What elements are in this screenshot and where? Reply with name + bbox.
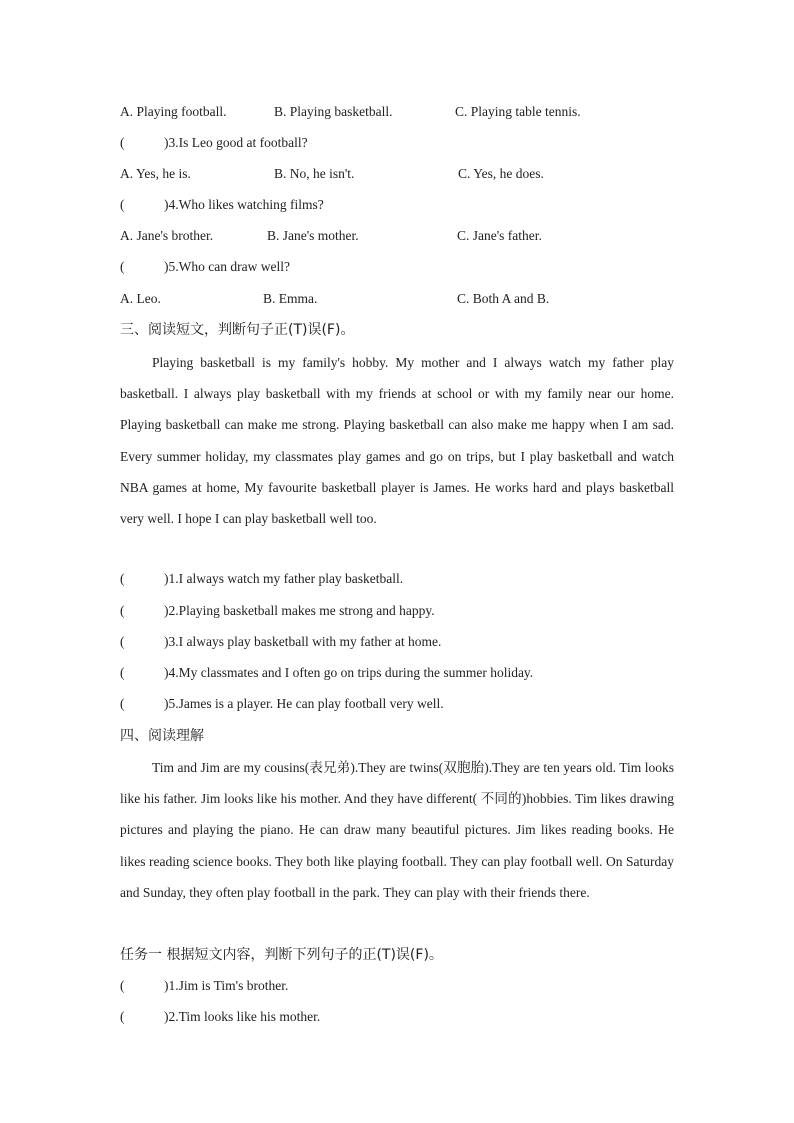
s3-question-2 (120, 601, 435, 621)
answer-blank[interactable]: ( (120, 259, 125, 274)
option-b: B. No, he isn't. (274, 166, 355, 181)
option-c: C. Playing table tennis. (455, 104, 581, 119)
question-text: )4.My classmates and I often go on trips during the summer holiday. (164, 665, 534, 680)
option-a: A. Jane's brother. (120, 228, 214, 243)
question-5 (120, 257, 290, 277)
question-text: )3.I always play basketball with my father at home. (164, 634, 442, 649)
option-b: B. Playing basketball. (274, 104, 393, 119)
s3-question-1 (120, 569, 403, 589)
s4-question-1 (120, 976, 288, 996)
question-text: )5.James is a player. He can play football very well. (164, 696, 444, 711)
option-b: B. Emma. (263, 291, 318, 306)
option-c: C. Jane's father. (457, 228, 542, 243)
section-3-heading: 三、阅读短文，判断句子正(T)误(F)。 (120, 322, 355, 338)
answer-blank[interactable]: ( (120, 135, 125, 150)
section-4-passage: Tim and Jim are my cousins(表兄弟).They are twins(双胞胎).They are ten years old. Tim looks like his father. Jim looks like his mother. And they have different( 不同的)hobbies. Tim likes drawing pictures and playing the piano. He can draw many beautiful pictures. Jim likes reading books. He likes reading science books. They both like playing football. They can play football well. On Saturday and Sunday, they often play football in the park. They can play with their friends there. (120, 760, 674, 900)
option-a: A. Playing football. (120, 104, 227, 119)
s3-question-3 (120, 632, 441, 652)
question-text: )1.Jim is Tim's brother. (164, 978, 289, 993)
question-4 (120, 195, 324, 215)
question-text: )4.Who likes watching films? (164, 197, 324, 212)
question-3 (120, 133, 308, 153)
answer-blank[interactable]: ( (120, 978, 125, 993)
option-a: A. Leo. (120, 291, 161, 306)
s3-question-4 (120, 663, 533, 683)
answer-blank[interactable]: ( (120, 197, 125, 212)
question-text: )2.Playing basketball makes me strong and happy. (164, 603, 435, 618)
option-c: C. Both A and B. (457, 291, 550, 306)
s4-question-2 (120, 1007, 320, 1027)
option-b: B. Jane's mother. (267, 228, 359, 243)
answer-blank[interactable]: ( (120, 1009, 125, 1024)
answer-blank[interactable]: ( (120, 571, 125, 586)
task-1-heading: 任务一 根据短文内容，判断下列句子的正(T)误(F)。 (120, 947, 443, 963)
s3-question-5 (120, 694, 444, 714)
question-text: )1.I always watch my father play basketball. (164, 571, 404, 586)
answer-blank[interactable]: ( (120, 696, 125, 711)
option-c: C. Yes, he does. (458, 166, 544, 181)
section-3-passage: Playing basketball is my family's hobby. My mother and I always watch my father play basketball. I always play basketball with my friends at school or with my family near our home. Playing basketball can make me strong. Playing basketball can also make me happy when I am sad. Every summer holiday, my classmates play games and go on trips, but I play basketball and watch NBA games at home, My favourite basketball player is James. He works hard and plays basketball very well. I hope I can play basketball well too. (120, 355, 674, 527)
question-text: )2.Tim looks like his mother. (164, 1009, 321, 1024)
answer-blank[interactable]: ( (120, 665, 125, 680)
question-text: )5.Who can draw well? (164, 259, 290, 274)
question-text: )3.Is Leo good at football? (164, 135, 308, 150)
section-4-heading: 四、阅读理解 (120, 728, 204, 744)
answer-blank[interactable]: ( (120, 603, 125, 618)
option-a: A. Yes, he is. (120, 166, 191, 181)
answer-blank[interactable]: ( (120, 634, 125, 649)
